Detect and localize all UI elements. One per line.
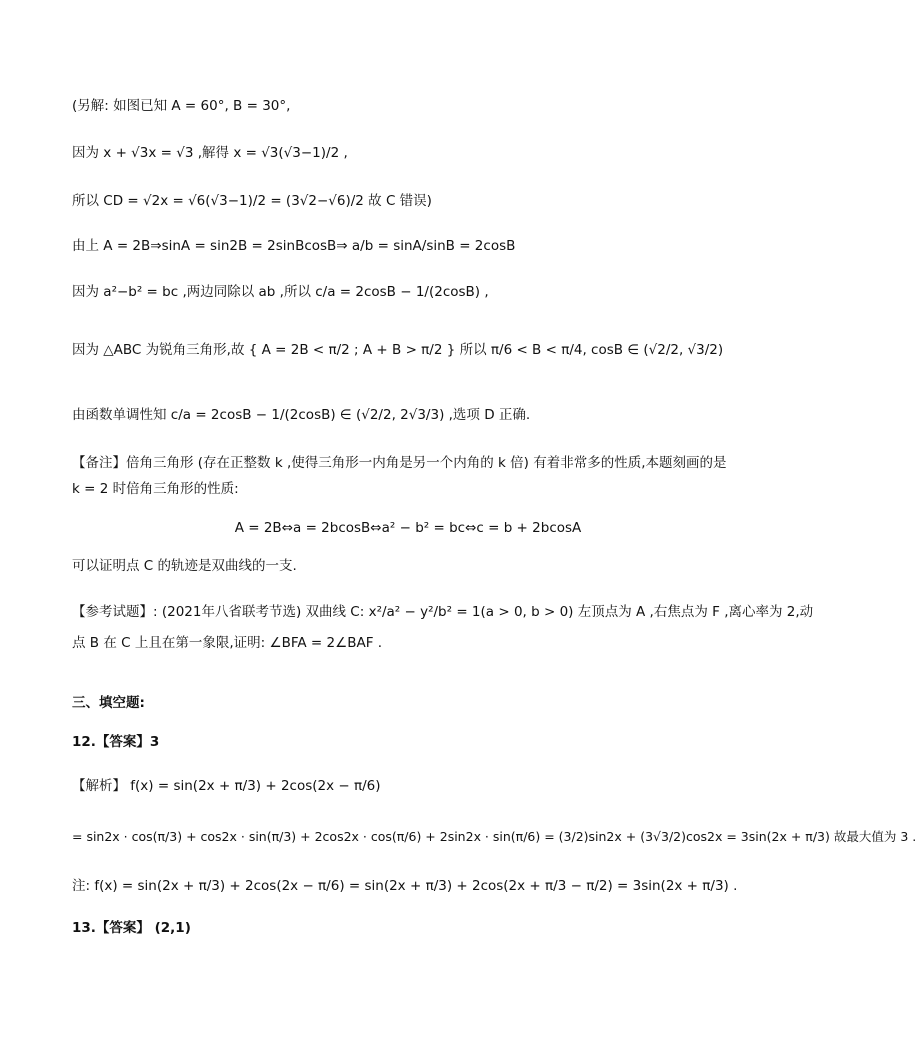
line-reference-problem-cont: 点 B 在 C 上且在第一象限,证明: ∠BFA = 2∠BAF .	[72, 635, 383, 651]
line-cd: 所以 CD = √2x = √6(√3−1)/2 = (3√2−√6)/2 故 C 错误)	[72, 193, 432, 209]
line-reference-problem: 【参考试题】: (2021年八省联考节选) 双曲线 C: x²/a² − y²/b² = 1(a > 0, b > 0) 左顶点为 A ,右焦点为 F ,离心率为 2,动	[72, 604, 814, 620]
line-equivalence: A = 2B⇔a = 2bcosB⇔a² − b² = bc⇔c = b + 2bcosA	[234, 520, 582, 536]
line-remark: 【备注】倍角三角形 (存在正整数 k ,使得三角形一内角是另一个内角的 k 倍) 有着非常多的性质,本题刻画的是	[72, 455, 727, 471]
line-sin-relation: 由上 A = 2B⇒sinA = sin2B = 2sinBcosB⇒ a/b = sinA/sinB = 2cosB	[72, 238, 516, 254]
line-analysis-12: 【解析】 f(x) = sin(2x + π/3) + 2cos(2x − π/6)	[72, 778, 381, 794]
line-alt-solution: (另解: 如图已知 A = 60°, B = 30°,	[72, 98, 291, 114]
line-ratio-c-a: 因为 a²−b² = bc ,两边同除以 ab ,所以 c/a = 2cosB − 1/(2cosB) ,	[72, 284, 489, 300]
line-acute-triangle: 因为 △ABC 为锐角三角形,故 { A = 2B < π/2 ; A + B > π/2 } 所以 π/6 < B < π/4, cosB ∈ (√2/2, √3/2)	[72, 342, 724, 358]
line-hyperbola-note: 可以证明点 C 的轨迹是双曲线的一支.	[72, 558, 297, 574]
line-expansion-12: = sin2x · cos(π/3) + cos2x · sin(π/3) + 2cos2x · cos(π/6) + 2sin2x · sin(π/6) = (3/2)sin2x + (3√3/2)cos2x = 3sin(2x + π/3) 故最大值为 3 .	[72, 829, 916, 844]
line-monotonic: 由函数单调性知 c/a = 2cosB − 1/(2cosB) ∈ (√2/2, 2√3/3) ,选项 D 正确.	[72, 407, 531, 423]
line-solve-x: 因为 x + √3x = √3 ,解得 x = √3(√3−1)/2 ,	[72, 145, 348, 161]
line-note-12: 注: f(x) = sin(2x + π/3) + 2cos(2x − π/6) = sin(2x + π/3) + 2cos(2x + π/3 − π/2) = 3sin(2x + π/3) .	[72, 878, 738, 894]
line-remark-cont: k = 2 时倍角三角形的性质:	[72, 481, 239, 497]
answer-13: 13.【答案】 (2,1)	[72, 920, 191, 936]
answer-12: 12.【答案】3	[72, 734, 160, 750]
section-heading-fill-blank: 三、填空题:	[72, 695, 145, 711]
